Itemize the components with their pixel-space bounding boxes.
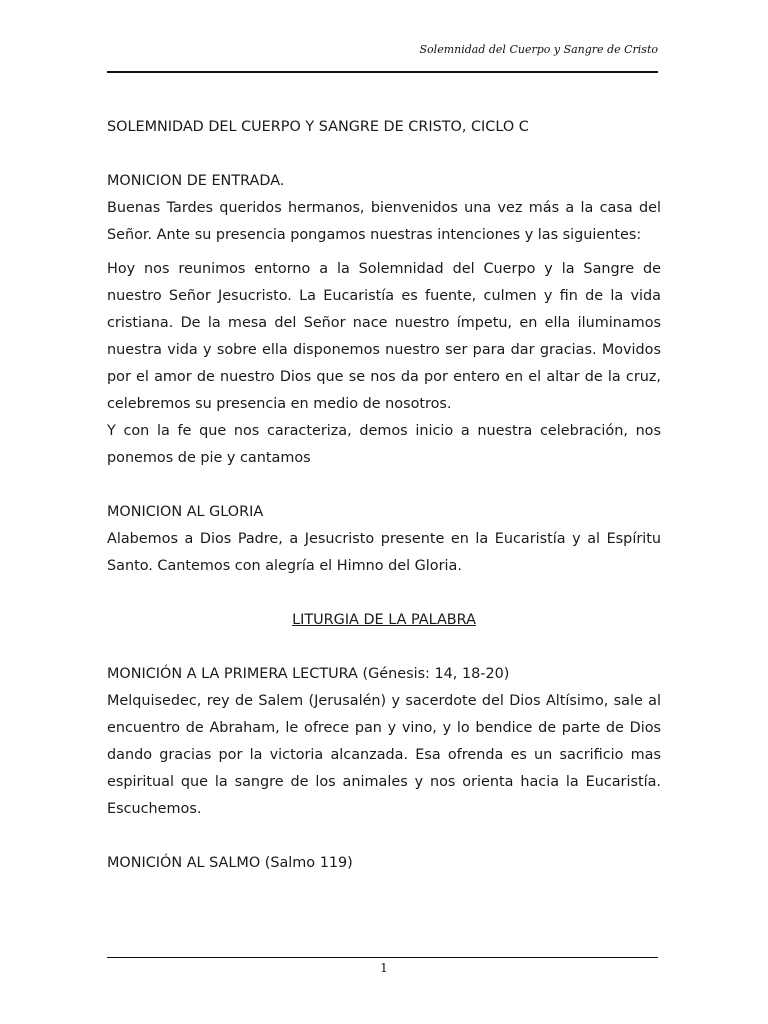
spacer <box>107 823 661 850</box>
entrada-paragraph-1: Buenas Tardes queridos hermanos, bienvenidos una vez más a la casa del Señor. Ante su presencia pongamos nuestras intenciones y las siguientes: <box>107 200 661 243</box>
primera-lectura-heading: MONICIÓN A LA PRIMERA LECTURA (Génesis: 14, 18-20) <box>107 666 510 682</box>
spacer <box>107 472 661 499</box>
footer-rule <box>107 957 658 958</box>
salmo-heading: MONICIÓN AL SALMO (Salmo 119) <box>107 855 353 871</box>
entrada-heading: MONICION DE ENTRADA. <box>107 173 285 189</box>
page-number: 1 <box>380 961 388 975</box>
spacer <box>107 634 661 661</box>
document-body <box>107 114 661 877</box>
running-header: Solemnidad del Cuerpo y Sangre de Cristo <box>419 43 658 56</box>
primera-lectura-paragraph: Melquisedec, rey de Salem (Jerusalén) y sacerdote del Dios Altísimo, sale al encuentro de Abraham, le ofrece pan y vino, y lo bendice de parte de Dios dando gracias por la victoria alcanzada. Esa ofrenda es un sacrificio mas espiritual que la sangre de los animales y nos orienta hacia la Eucaristía. Escuchemos. <box>107 693 661 817</box>
document-title: SOLEMNIDAD DEL CUERPO Y SANGRE DE CRISTO, CICLO C <box>107 119 529 135</box>
header-rule <box>107 71 658 73</box>
spacer <box>107 580 661 607</box>
entrada-paragraph-2: Hoy nos reunimos entorno a la Solemnidad del Cuerpo y la Sangre de nuestro Señor Jesucristo. La Eucaristía es fuente, culmen y fin de la vida cristiana. De la mesa del Señor nace nuestro ímpetu, en ella iluminamos nuestra vida y sobre ella disponemos nuestro ser para dar gracias. Movidos por el amor de nuestro Dios que se nos da por entero en el altar de la cruz, celebremos su presencia en medio de nosotros. <box>107 261 661 412</box>
spacer <box>107 141 661 168</box>
spacer <box>107 249 661 256</box>
gloria-heading: MONICION AL GLORIA <box>107 504 264 520</box>
section-title: LITURGIA DE LA PALABRA <box>292 612 476 628</box>
entrada-paragraph-3: Y con la fe que nos caracteriza, demos inicio a nuestra celebración, nos ponemos de pie y cantamos <box>107 423 661 466</box>
gloria-paragraph: Alabemos a Dios Padre, a Jesucristo presente en la Eucaristía y al Espíritu Santo. Cantemos con alegría el Himno del Gloria. <box>107 531 661 574</box>
